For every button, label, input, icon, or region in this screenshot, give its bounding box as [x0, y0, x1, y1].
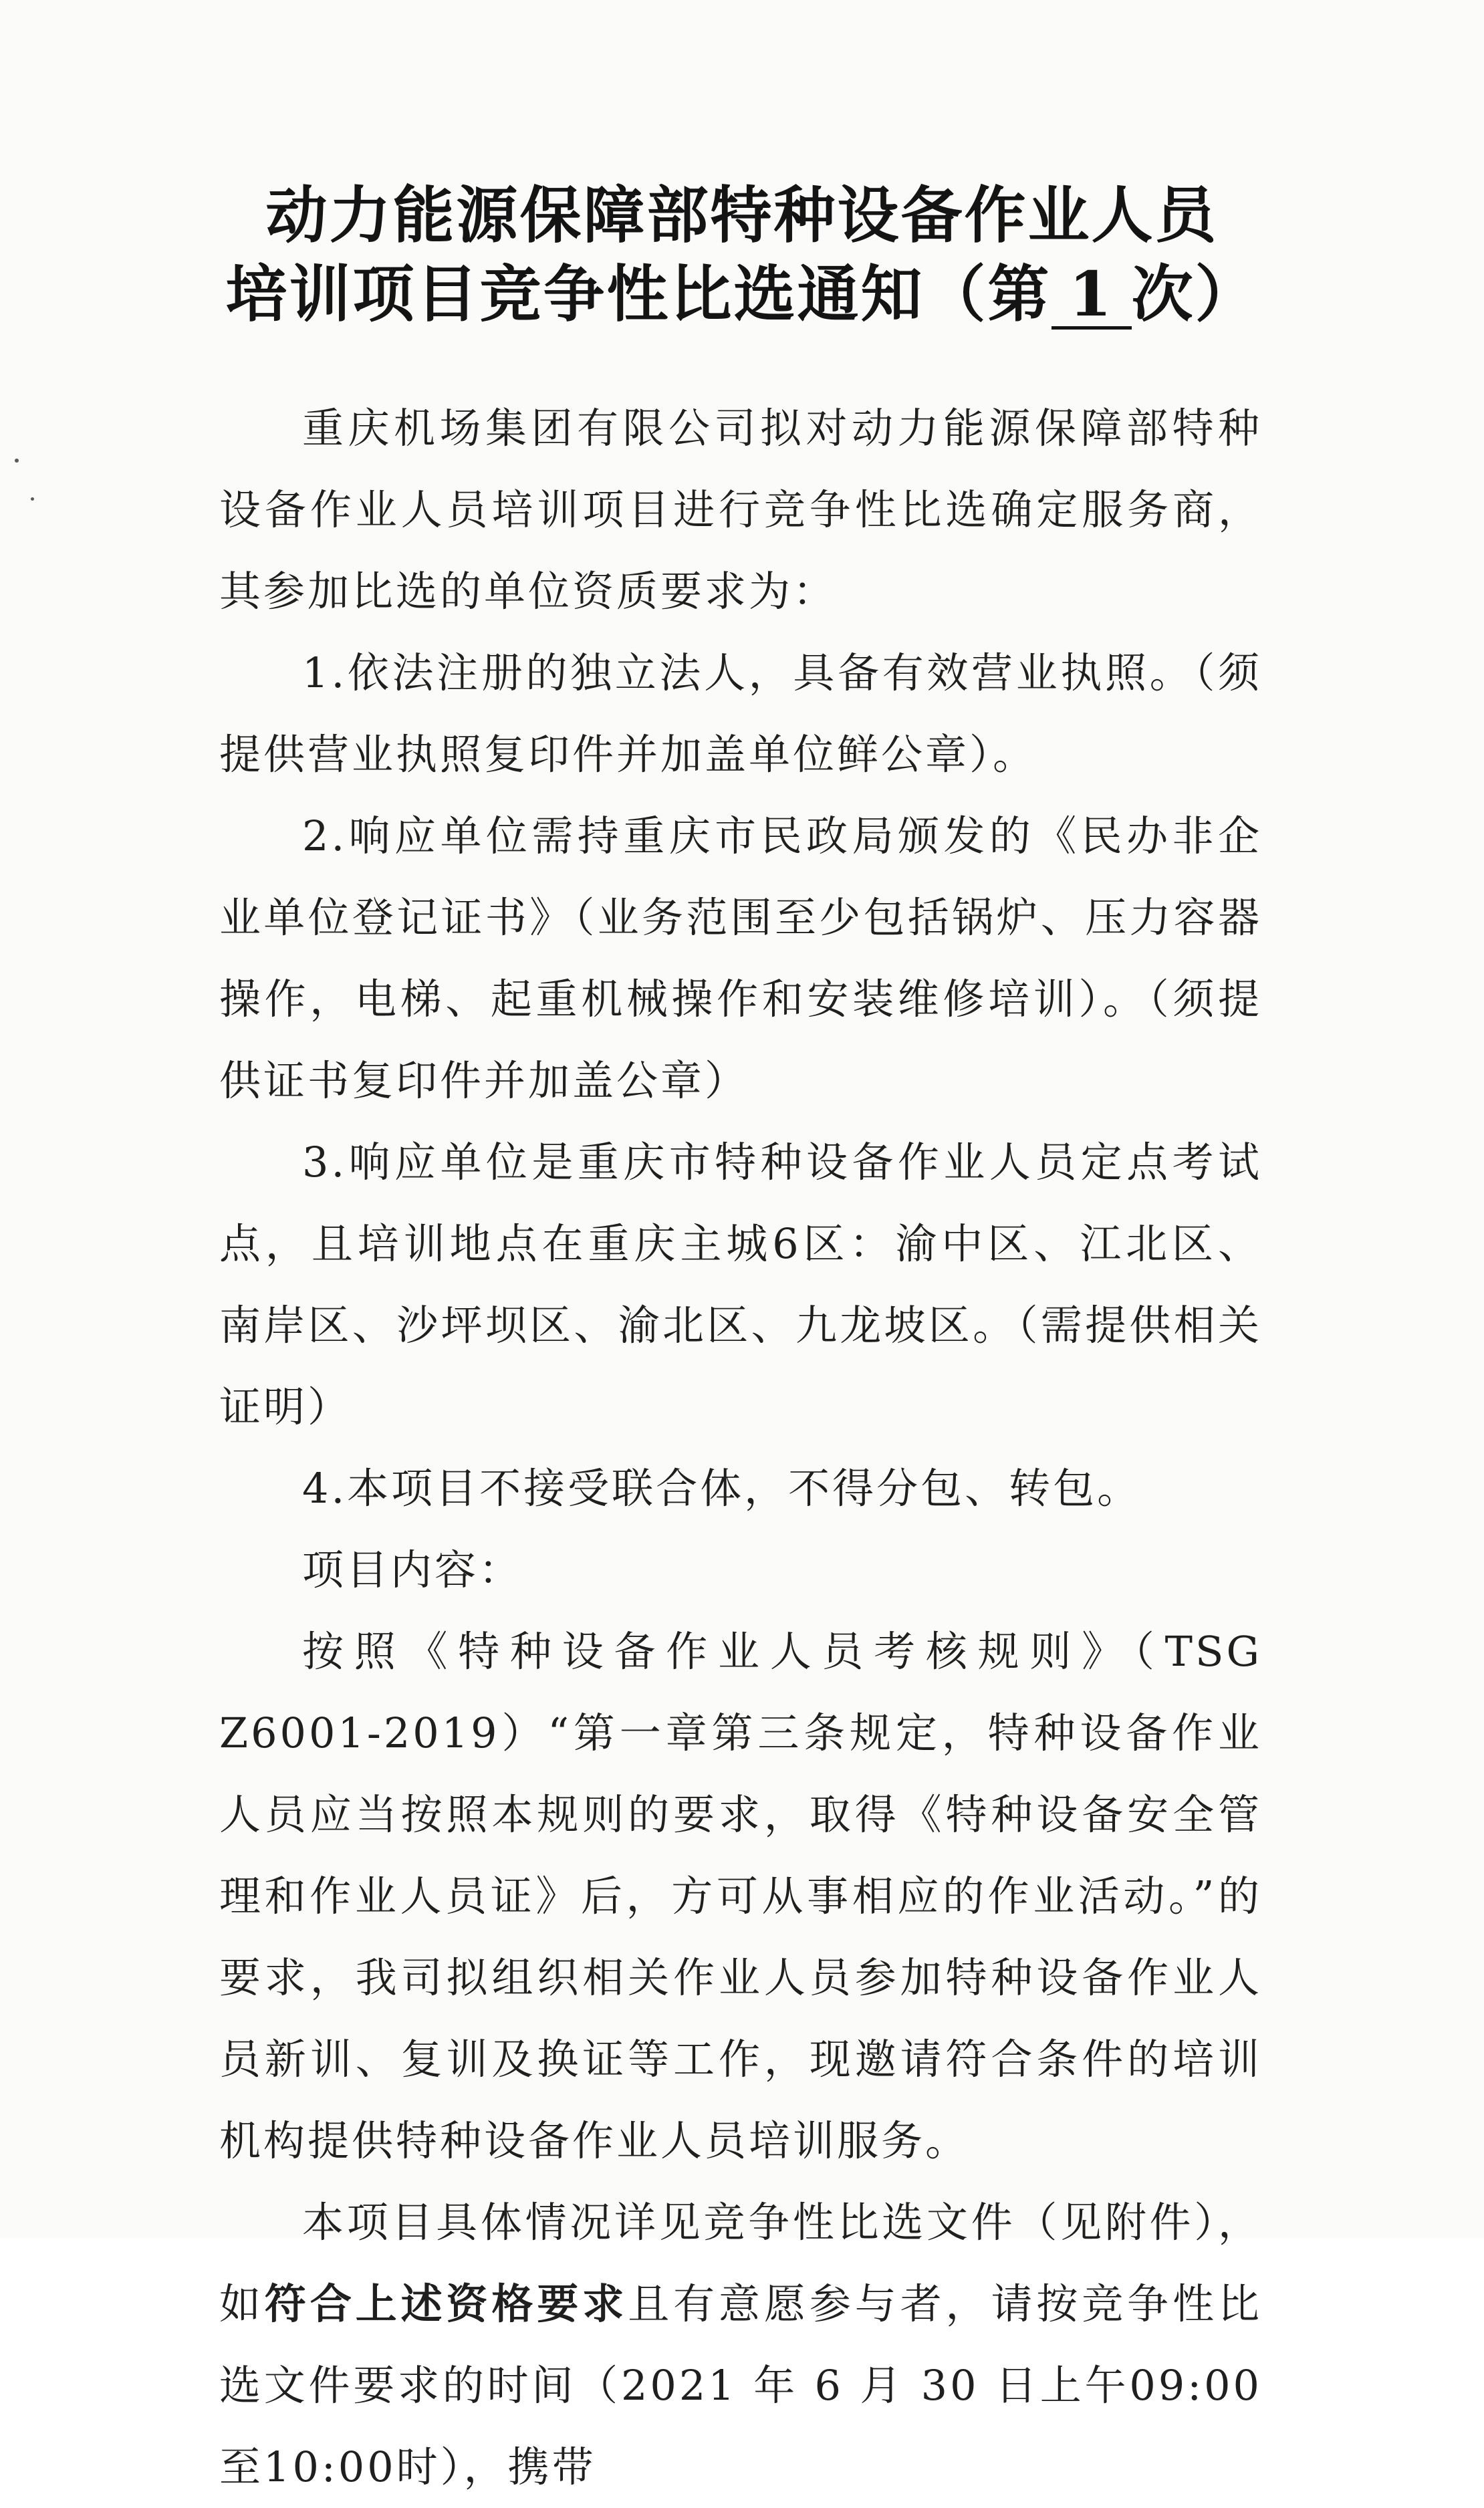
final-paragraph-part-2: 且有意愿参与者，请按竞争性比选文件要求的时间（2021 年 6 月 30 日上午09:00至10:00时），携带: [219, 2279, 1262, 2491]
document-body: [219, 388, 1262, 2508]
requirement-1: 1.依法注册的独立法人，具备有效营业执照。（须提供营业执照复印件并加盖单位鲜公章）。: [219, 648, 1262, 779]
title-suffix: 次）: [1131, 258, 1259, 330]
title-prefix: 培训项目竞争性比选通知（第: [225, 258, 1052, 330]
scan-speck: [31, 497, 34, 501]
final-paragraph-part-1: 本项目具体情况详见竞争性比选文件（见附件），如: [219, 2198, 1262, 2328]
project-content-heading: 项目内容：: [302, 1545, 523, 1594]
scan-speck: [15, 459, 19, 463]
requirement-4: 4.本项目不接受联合体，不得分包、转包。: [302, 1464, 1142, 1513]
project-content-paragraph: 按照《特种设备作业人员考核规则》（TSG Z6001-2019）“第一章第三条规定，特种设备作业人员应当按照本规则的要求，取得《特种设备安全管理和作业人员证》后，方可从事相应的作业活动。”的要求，我司拟组织相关作业人员参加特种设备作业人员新训、复训及换证等工作，现邀请符合条件的培训机构提供特种设备作业人员培训服务。: [219, 1627, 1262, 2165]
intro-paragraph: 重庆机场集团有限公司拟对动力能源保障部特种设备作业人员培训项目进行竞争性比选确定服务商，其参加比选的单位资质要求为：: [219, 404, 1262, 616]
document-title-line-1: 动力能源保障部特种设备作业人员: [265, 179, 1219, 251]
requirement-3: 3.响应单位是重庆市特种设备作业人员定点考试点，且培训地点在重庆主城6区：渝中区、江北区、南岸区、沙坪坝区、渝北区、九龙坡区。（需提供相关证明）: [219, 1138, 1262, 1431]
qualification-emphasis: 符合上述资格要求: [264, 2279, 628, 2328]
final-paragraph: [219, 2182, 1262, 2508]
requirement-2: 2.响应单位需持重庆市民政局颁发的《民办非企业单位登记证书》（业务范围至少包括锅炉、压力容器操作，电梯、起重机械操作和安装维修培训）。（须提供证书复印件并加盖公章）: [219, 811, 1262, 1105]
title-round-number: 1: [1052, 262, 1132, 330]
document-title-line-2: [201, 254, 1283, 334]
